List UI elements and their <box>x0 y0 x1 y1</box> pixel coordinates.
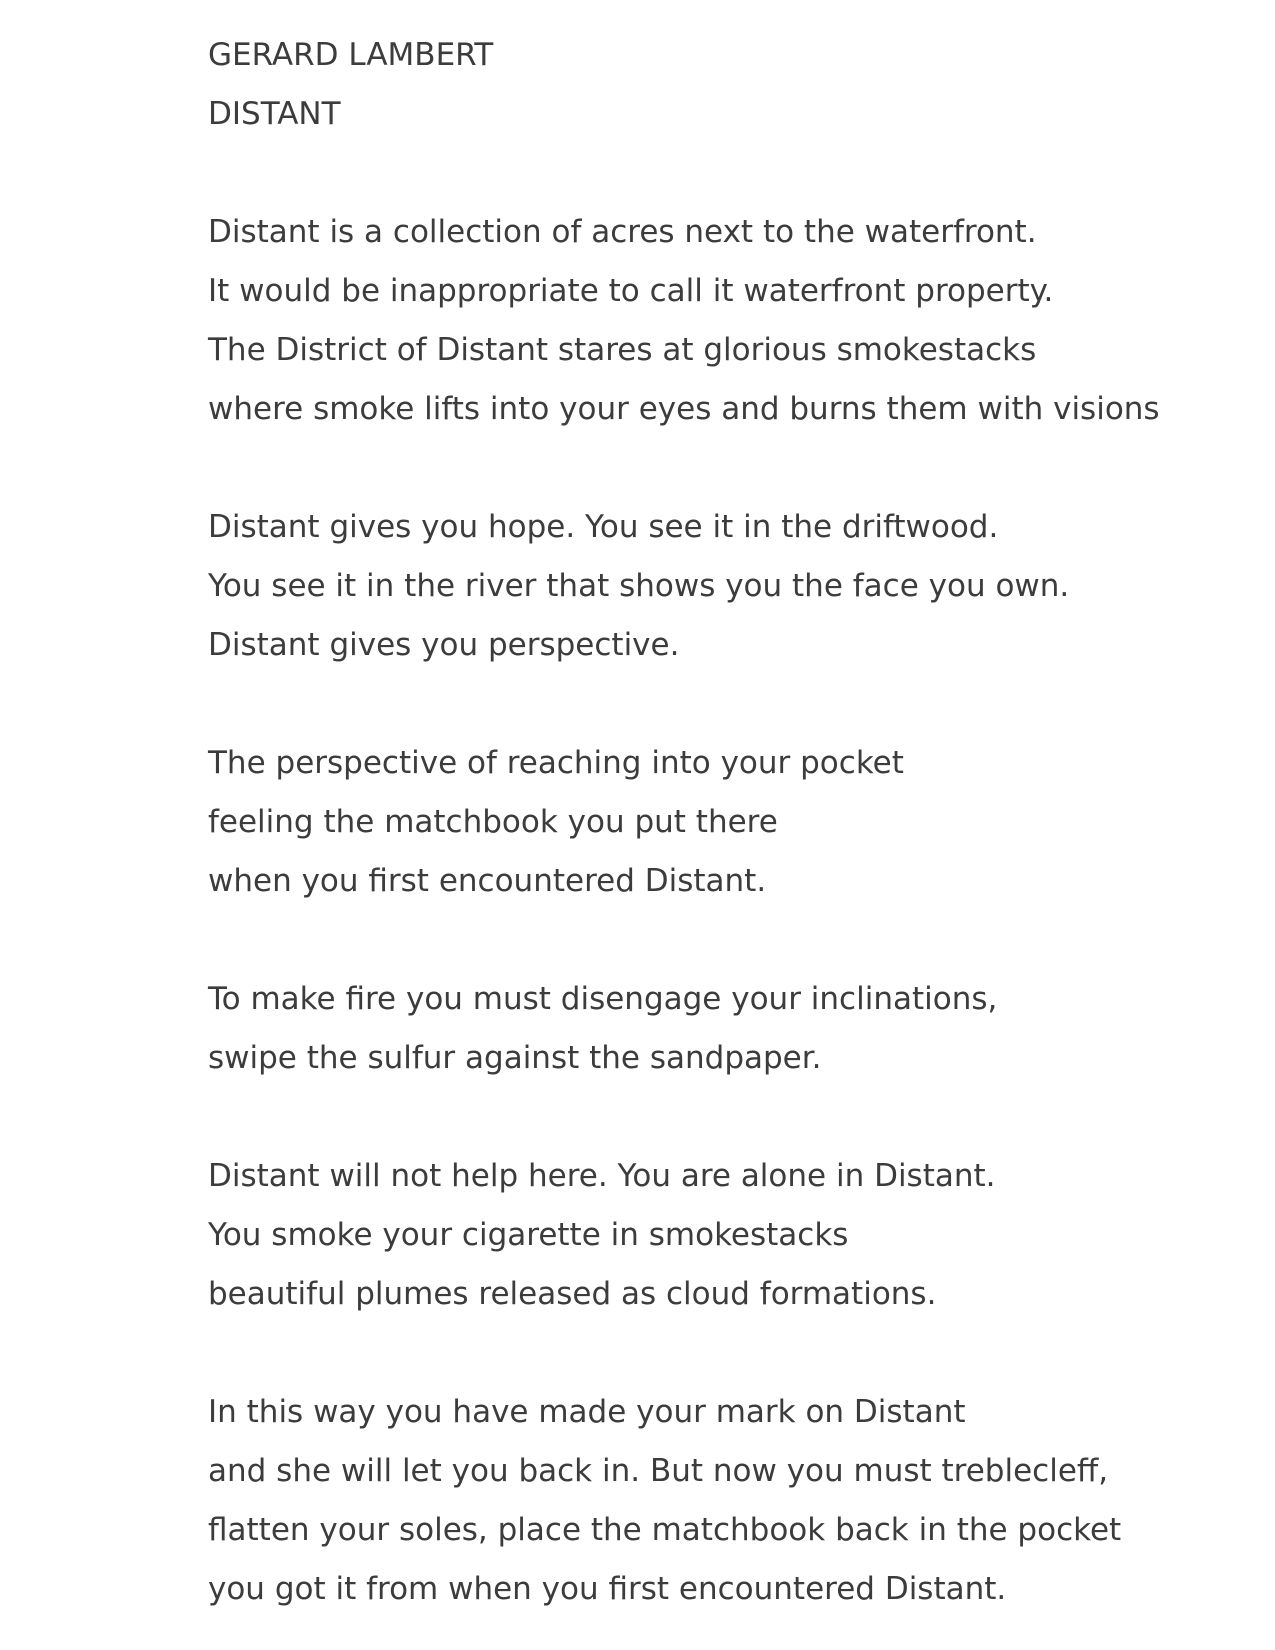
stanza-1 <box>208 203 1248 439</box>
stanza-6 <box>208 1383 1248 1619</box>
poem-line: The District of Distant stares at glorious smokestacks <box>208 332 1037 368</box>
poem-line: You smoke your cigarette in smokestacks <box>208 1217 849 1253</box>
stanza-gap <box>208 1324 1248 1383</box>
author-name: GERARD LAMBERT <box>208 37 494 73</box>
poem-title: DISTANT <box>208 96 341 132</box>
poem-line: beautiful plumes released as cloud formations. <box>208 1276 937 1312</box>
poem-line: Distant will not help here. You are alone in Distant. <box>208 1158 996 1194</box>
poem-line: and she will let you back in. But now you must treblecleff, <box>208 1453 1109 1489</box>
poem-line: swipe the sulfur against the sandpaper. <box>208 1040 822 1076</box>
stanza-gap <box>208 1088 1248 1147</box>
stanza-gap <box>208 911 1248 970</box>
stanza-4 <box>208 970 1248 1088</box>
poem-line: Distant gives you hope. You see it in the driftwood. <box>208 509 999 545</box>
poem-page <box>208 26 1248 1619</box>
poem-line: where smoke lifts into your eyes and burns them with visions <box>208 391 1160 427</box>
poem-line: you got it from when you first encountered Distant. <box>208 1571 1007 1607</box>
poem-line: You see it in the river that shows you the face you own. <box>208 568 1070 604</box>
stanza-gap <box>208 144 1248 203</box>
poem-line: when you first encountered Distant. <box>208 863 767 899</box>
poem-line: Distant gives you perspective. <box>208 627 680 663</box>
poem-line: To make fire you must disengage your inclinations, <box>208 981 998 1017</box>
poem-line: The perspective of reaching into your pocket <box>208 745 904 781</box>
stanza-5 <box>208 1147 1248 1324</box>
stanza-gap <box>208 439 1248 498</box>
poem-line: In this way you have made your mark on Distant <box>208 1394 966 1430</box>
stanza-gap <box>208 675 1248 734</box>
poem-line: flatten your soles, place the matchbook back in the pocket <box>208 1512 1122 1548</box>
stanza-3 <box>208 734 1248 911</box>
poem-line: Distant is a collection of acres next to the waterfront. <box>208 214 1037 250</box>
poem-line: It would be inappropriate to call it waterfront property. <box>208 273 1054 309</box>
poem-line: feeling the matchbook you put there <box>208 804 778 840</box>
stanza-2 <box>208 498 1248 675</box>
